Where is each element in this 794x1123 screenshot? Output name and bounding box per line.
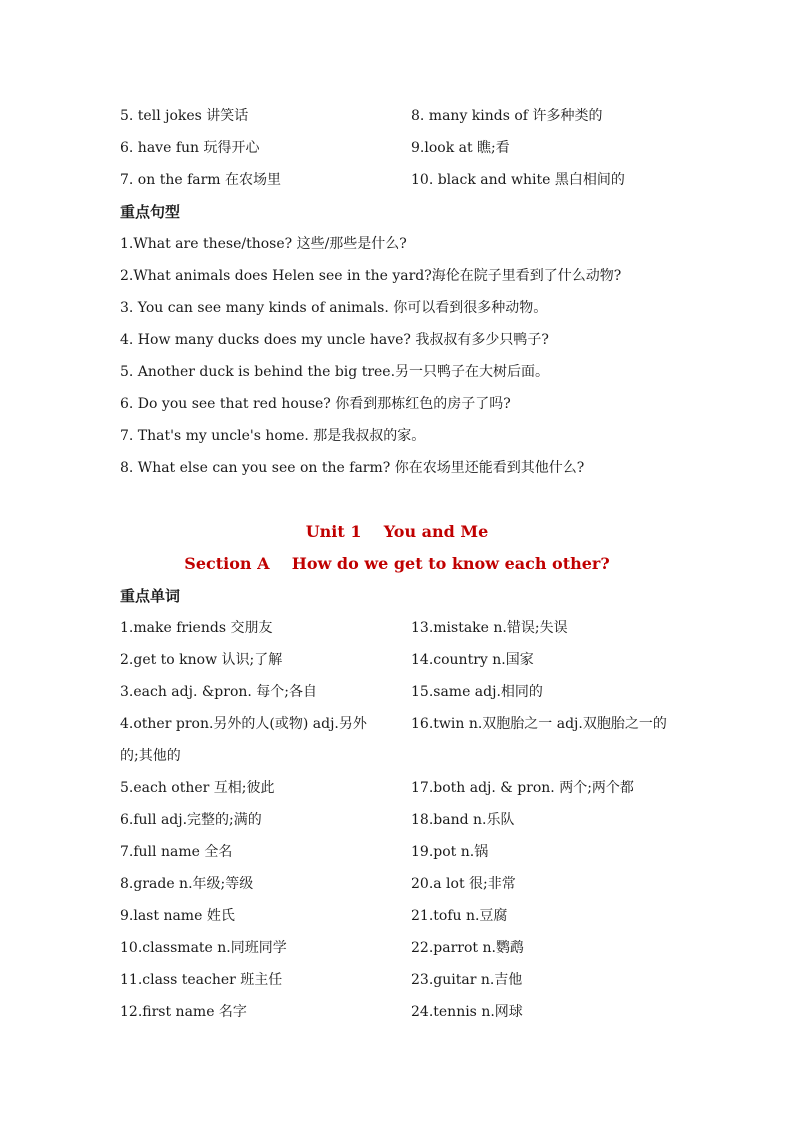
word-item: 4.other pron.另外的人(或物) adj.另外的;其他的 xyxy=(120,716,367,764)
vocab-item: 9.look at 瞧;看 xyxy=(411,140,510,156)
word-item: 15.same adj.相同的 xyxy=(411,684,543,700)
word-item: 20.a lot 很;非常 xyxy=(411,876,516,892)
sentences-heading: 重点句型 xyxy=(120,203,181,221)
word-item: 22.parrot n.鹦鹉 xyxy=(411,940,524,956)
word-item: 24.tennis n.网球 xyxy=(411,1004,523,1020)
sentence-item: 2.What animals does Helen see in the yard?海伦在院子里看到了什么动物? xyxy=(120,268,622,284)
word-item: 13.mistake n.错误;失误 xyxy=(411,620,568,636)
sentence-item: 7. That's my uncle's home. 那是我叔叔的家。 xyxy=(120,428,426,444)
vocab-item: 8. many kinds of 许多种类的 xyxy=(411,108,603,124)
word-item: 9.last name 姓氏 xyxy=(120,908,235,924)
word-row xyxy=(120,616,680,640)
word-item: 3.each adj. &pron. 每个;各自 xyxy=(120,684,318,700)
vocab-row xyxy=(120,136,680,160)
word-row xyxy=(120,648,680,672)
vocab-row xyxy=(120,104,680,128)
word-row xyxy=(120,808,680,832)
word-row xyxy=(120,708,680,764)
word-row xyxy=(120,776,680,800)
vocab-item: 7. on the farm 在农场里 xyxy=(120,172,282,188)
vocab-item: 6. have fun 玩得开心 xyxy=(120,140,260,156)
word-item: 11.class teacher 班主任 xyxy=(120,972,283,988)
word-item: 8.grade n.年级;等级 xyxy=(120,876,254,892)
word-item: 12.first name 名字 xyxy=(120,1004,247,1020)
word-item: 23.guitar n.吉他 xyxy=(411,972,523,988)
vocab-item: 5. tell jokes 讲笑话 xyxy=(120,108,249,124)
vocab-item: 10. black and white 黑白相间的 xyxy=(411,172,625,188)
word-item: 10.classmate n.同班同学 xyxy=(120,940,287,956)
word-row xyxy=(120,936,680,960)
words-heading: 重点单词 xyxy=(120,587,181,605)
section-title: Section A How do we get to know each other? xyxy=(184,554,610,573)
word-row xyxy=(120,840,680,864)
sentence-item: 5. Another duck is behind the big tree.另一只鸭子在大树后面。 xyxy=(120,364,550,380)
word-item: 1.make friends 交朋友 xyxy=(120,620,273,636)
word-item: 17.both adj. & pron. 两个;两个都 xyxy=(411,780,634,796)
word-item: 18.band n.乐队 xyxy=(411,812,515,828)
sentence-item: 1.What are these/those? 这些/那些是什么? xyxy=(120,236,407,252)
sentence-item: 6. Do you see that red house? 你看到那栋红色的房子了吗? xyxy=(120,396,511,412)
word-row xyxy=(120,968,680,992)
word-row xyxy=(120,872,680,896)
word-item: 16.twin n.双胞胎之一 adj.双胞胎之一的 xyxy=(411,716,667,732)
word-row xyxy=(120,904,680,928)
unit-title: Unit 1 You and Me xyxy=(305,522,489,541)
word-item: 6.full adj.完整的;满的 xyxy=(120,812,262,828)
word-row xyxy=(120,1000,680,1024)
word-item: 19.pot n.锅 xyxy=(411,844,489,860)
word-item: 2.get to know 认识;了解 xyxy=(120,652,283,668)
word-item: 5.each other 互相;彼此 xyxy=(120,780,275,796)
word-item: 7.full name 全名 xyxy=(120,844,233,860)
word-row xyxy=(120,680,680,704)
vocab-row xyxy=(120,168,680,192)
sentence-item: 4. How many ducks does my uncle have? 我叔叔有多少只鸭子? xyxy=(120,332,549,348)
sentence-item: 3. You can see many kinds of animals. 你可以看到很多种动物。 xyxy=(120,300,548,316)
word-item: 14.country n.国家 xyxy=(411,652,534,668)
word-item: 21.tofu n.豆腐 xyxy=(411,908,508,924)
sentence-item: 8. What else can you see on the farm? 你在农场里还能看到其他什么? xyxy=(120,460,585,476)
